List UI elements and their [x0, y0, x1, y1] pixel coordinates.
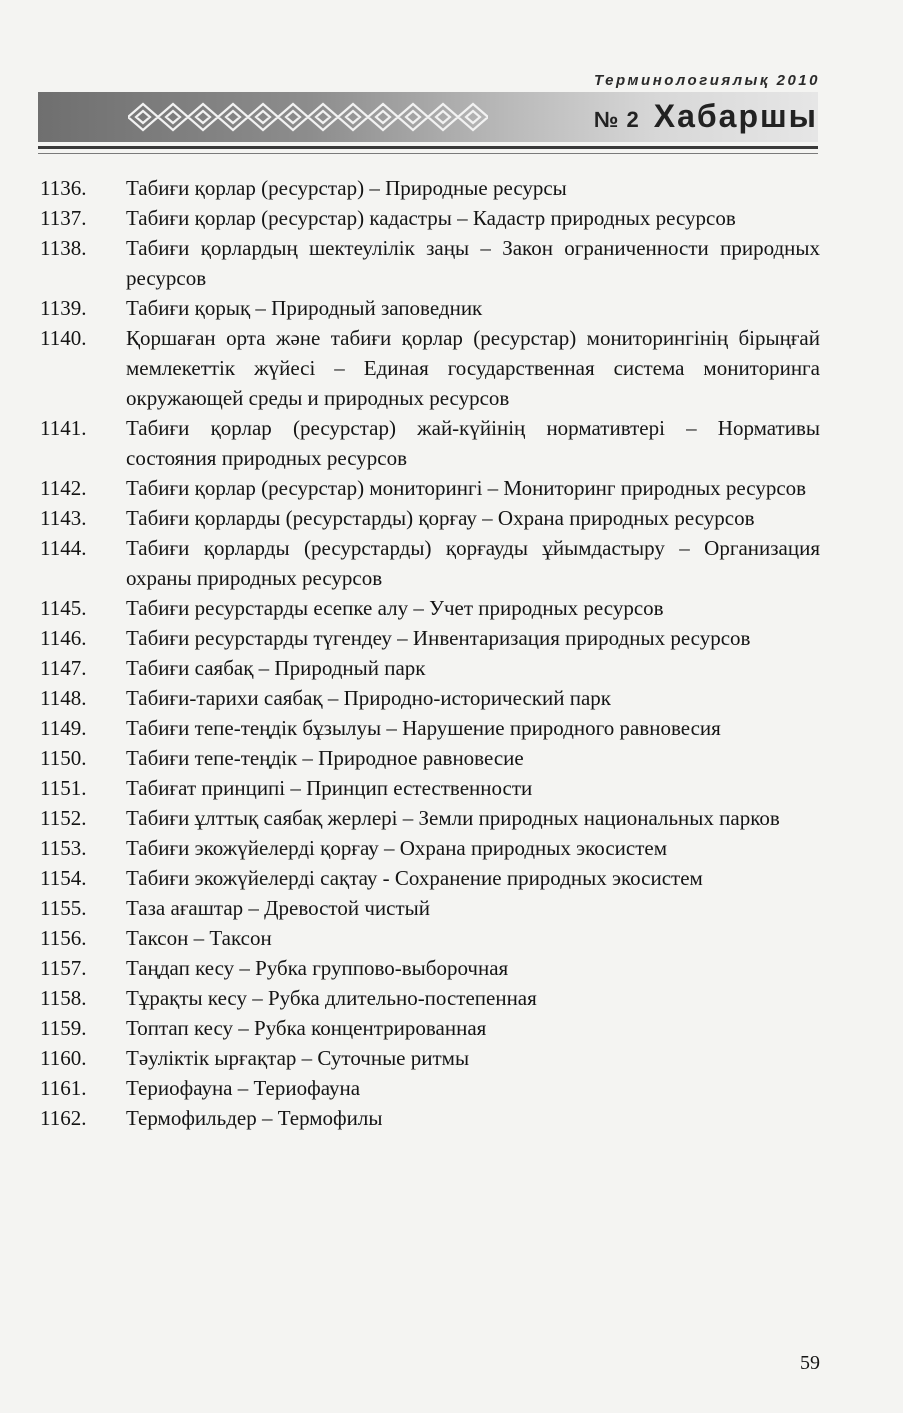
- entry-number: 1140.: [40, 326, 87, 350]
- entry-text: Табиғи тепе-теңдік – Природное равновесие: [126, 746, 524, 770]
- entry-number: 1162.: [40, 1106, 87, 1130]
- entry-text: Табиғи экожүйелерді қорғау – Охрана природных экосистем: [126, 836, 667, 860]
- entry-number: 1150.: [40, 746, 87, 770]
- entry-text: Топтап кесу – Рубка концентрированная: [126, 1016, 487, 1040]
- glossary-entry: [40, 953, 820, 983]
- glossary-entry: [40, 233, 820, 293]
- entry-text: Таңдап кесу – Рубка группово-выборочная: [126, 956, 509, 980]
- glossary-entry: [40, 293, 820, 323]
- entry-text: Таксон – Таксон: [126, 926, 272, 950]
- entry-number: 1157.: [40, 956, 87, 980]
- entry-text: Табиғи қорлар (ресурстар) – Природные ресурсы: [126, 176, 567, 200]
- glossary-entry: [40, 473, 820, 503]
- entry-text: Табиғи-тарихи саябақ – Природно-исторический парк: [126, 686, 611, 710]
- page-number: 59: [800, 1352, 820, 1374]
- entry-text: Табиғи ресурстарды есепке алу – Учет природных ресурсов: [126, 596, 664, 620]
- entry-number: 1141.: [40, 416, 87, 440]
- header-divider: [38, 146, 818, 149]
- entry-text: Табиғи қорларды (ресурстарды) қорғауды ұйымдастыру – Организация охраны природных ресурсов: [126, 536, 820, 590]
- journal-title: [594, 98, 818, 135]
- journal-name: Хабаршы: [653, 98, 818, 134]
- entry-number: 1159.: [40, 1016, 87, 1040]
- glossary-entry: [40, 593, 820, 623]
- entry-number: 1145.: [40, 596, 87, 620]
- glossary-entry: [40, 803, 820, 833]
- glossary-entry: [40, 773, 820, 803]
- journal-line: Терминологиялық 2010: [594, 72, 820, 89]
- entry-number: 1146.: [40, 626, 87, 650]
- entry-text: Табиғи саябақ – Природный парк: [126, 656, 426, 680]
- header-banner: [38, 92, 818, 142]
- entry-number: 1151.: [40, 776, 87, 800]
- entry-text: Табиғи қорлар (ресурстар) жай-күйінің нормативтері – Нормативы состояния природных ресурсов: [126, 416, 820, 470]
- entry-number: 1139.: [40, 296, 87, 320]
- entry-text: Термофильдер – Термофилы: [126, 1106, 383, 1130]
- entry-number: 1153.: [40, 836, 87, 860]
- entry-text: Табиғи ұлттық саябақ жерлері – Земли природных национальных парков: [126, 806, 780, 830]
- entry-number: 1148.: [40, 686, 87, 710]
- glossary-entry: [40, 1013, 820, 1043]
- glossary-entry: [40, 1103, 820, 1133]
- entry-number: 1149.: [40, 716, 87, 740]
- entry-text: Табиғи ресурстарды түгендеу – Инвентаризация природных ресурсов: [126, 626, 751, 650]
- glossary-entry: [40, 683, 820, 713]
- glossary-entry: [40, 503, 820, 533]
- header-divider-thin: [38, 153, 818, 154]
- entry-number: 1152.: [40, 806, 87, 830]
- entry-text: Таза ағаштар – Древостой чистый: [126, 896, 430, 920]
- entry-text: Қоршаған орта және табиғи қорлар (ресурстар) мониторингінің бірыңғай мемлекеттік жүйесі – Единая государственная система мониторинга окружающей среды и природных ресурсов: [126, 326, 820, 410]
- entry-number: 1143.: [40, 506, 87, 530]
- glossary-entry: [40, 713, 820, 743]
- entry-text: Табиғат принципі – Принцип естественности: [126, 776, 533, 800]
- glossary-entry: [40, 923, 820, 953]
- entry-text: Табиғи қорлар (ресурстар) кадастры – Кадастр природных ресурсов: [126, 206, 736, 230]
- entry-number: 1137.: [40, 206, 87, 230]
- entry-number: 1144.: [40, 536, 87, 560]
- entry-number: 1147.: [40, 656, 87, 680]
- entry-text: Табиғи қорық – Природный заповедник: [126, 296, 483, 320]
- glossary-entry: [40, 653, 820, 683]
- glossary-entry: [40, 1043, 820, 1073]
- entry-number: 1158.: [40, 986, 87, 1010]
- entry-text: Табиғи қорларды (ресурстарды) қорғау – Охрана природных ресурсов: [126, 506, 755, 530]
- glossary-entry: [40, 533, 820, 593]
- entry-number: 1142.: [40, 476, 87, 500]
- glossary-entry: [40, 833, 820, 863]
- entry-number: 1156.: [40, 926, 87, 950]
- glossary-entry: [40, 173, 820, 203]
- entry-number: 1154.: [40, 866, 87, 890]
- glossary-entry: [40, 893, 820, 923]
- entry-text: Табиғи экожүйелерді сақтау - Сохранение природных экосистем: [126, 866, 703, 890]
- glossary-entry: [40, 1073, 820, 1103]
- glossary-entry: [40, 413, 820, 473]
- glossary-entry: [40, 743, 820, 773]
- entry-number: 1138.: [40, 236, 87, 260]
- glossary-entry: [40, 203, 820, 233]
- entry-text: Табиғи қорлардың шектеулілік заңы – Закон ограниченности природных ресурсов: [126, 236, 820, 290]
- glossary-list: [40, 173, 820, 1133]
- glossary-entry: [40, 983, 820, 1013]
- entry-number: 1160.: [40, 1046, 87, 1070]
- glossary-entry: [40, 323, 820, 413]
- entry-number: 1136.: [40, 176, 87, 200]
- glossary-entry: [40, 863, 820, 893]
- entry-text: Тәуліктік ырғақтар – Суточные ритмы: [126, 1046, 470, 1070]
- entry-text: Табиғи қорлар (ресурстар) мониторингі – Мониторинг природных ресурсов: [126, 476, 807, 500]
- entry-number: 1161.: [40, 1076, 87, 1100]
- entry-text: Териофауна – Териофауна: [126, 1076, 361, 1100]
- entry-text: Табиғи тепе-теңдік бұзылуы – Нарушение природного равновесия: [126, 716, 721, 740]
- entry-text: Тұрақты кесу – Рубка длительно-постепенная: [126, 986, 537, 1010]
- entry-number: 1155.: [40, 896, 87, 920]
- issue-number: № 2: [593, 107, 640, 132]
- glossary-entry: [40, 623, 820, 653]
- ornament-icon: [128, 100, 488, 134]
